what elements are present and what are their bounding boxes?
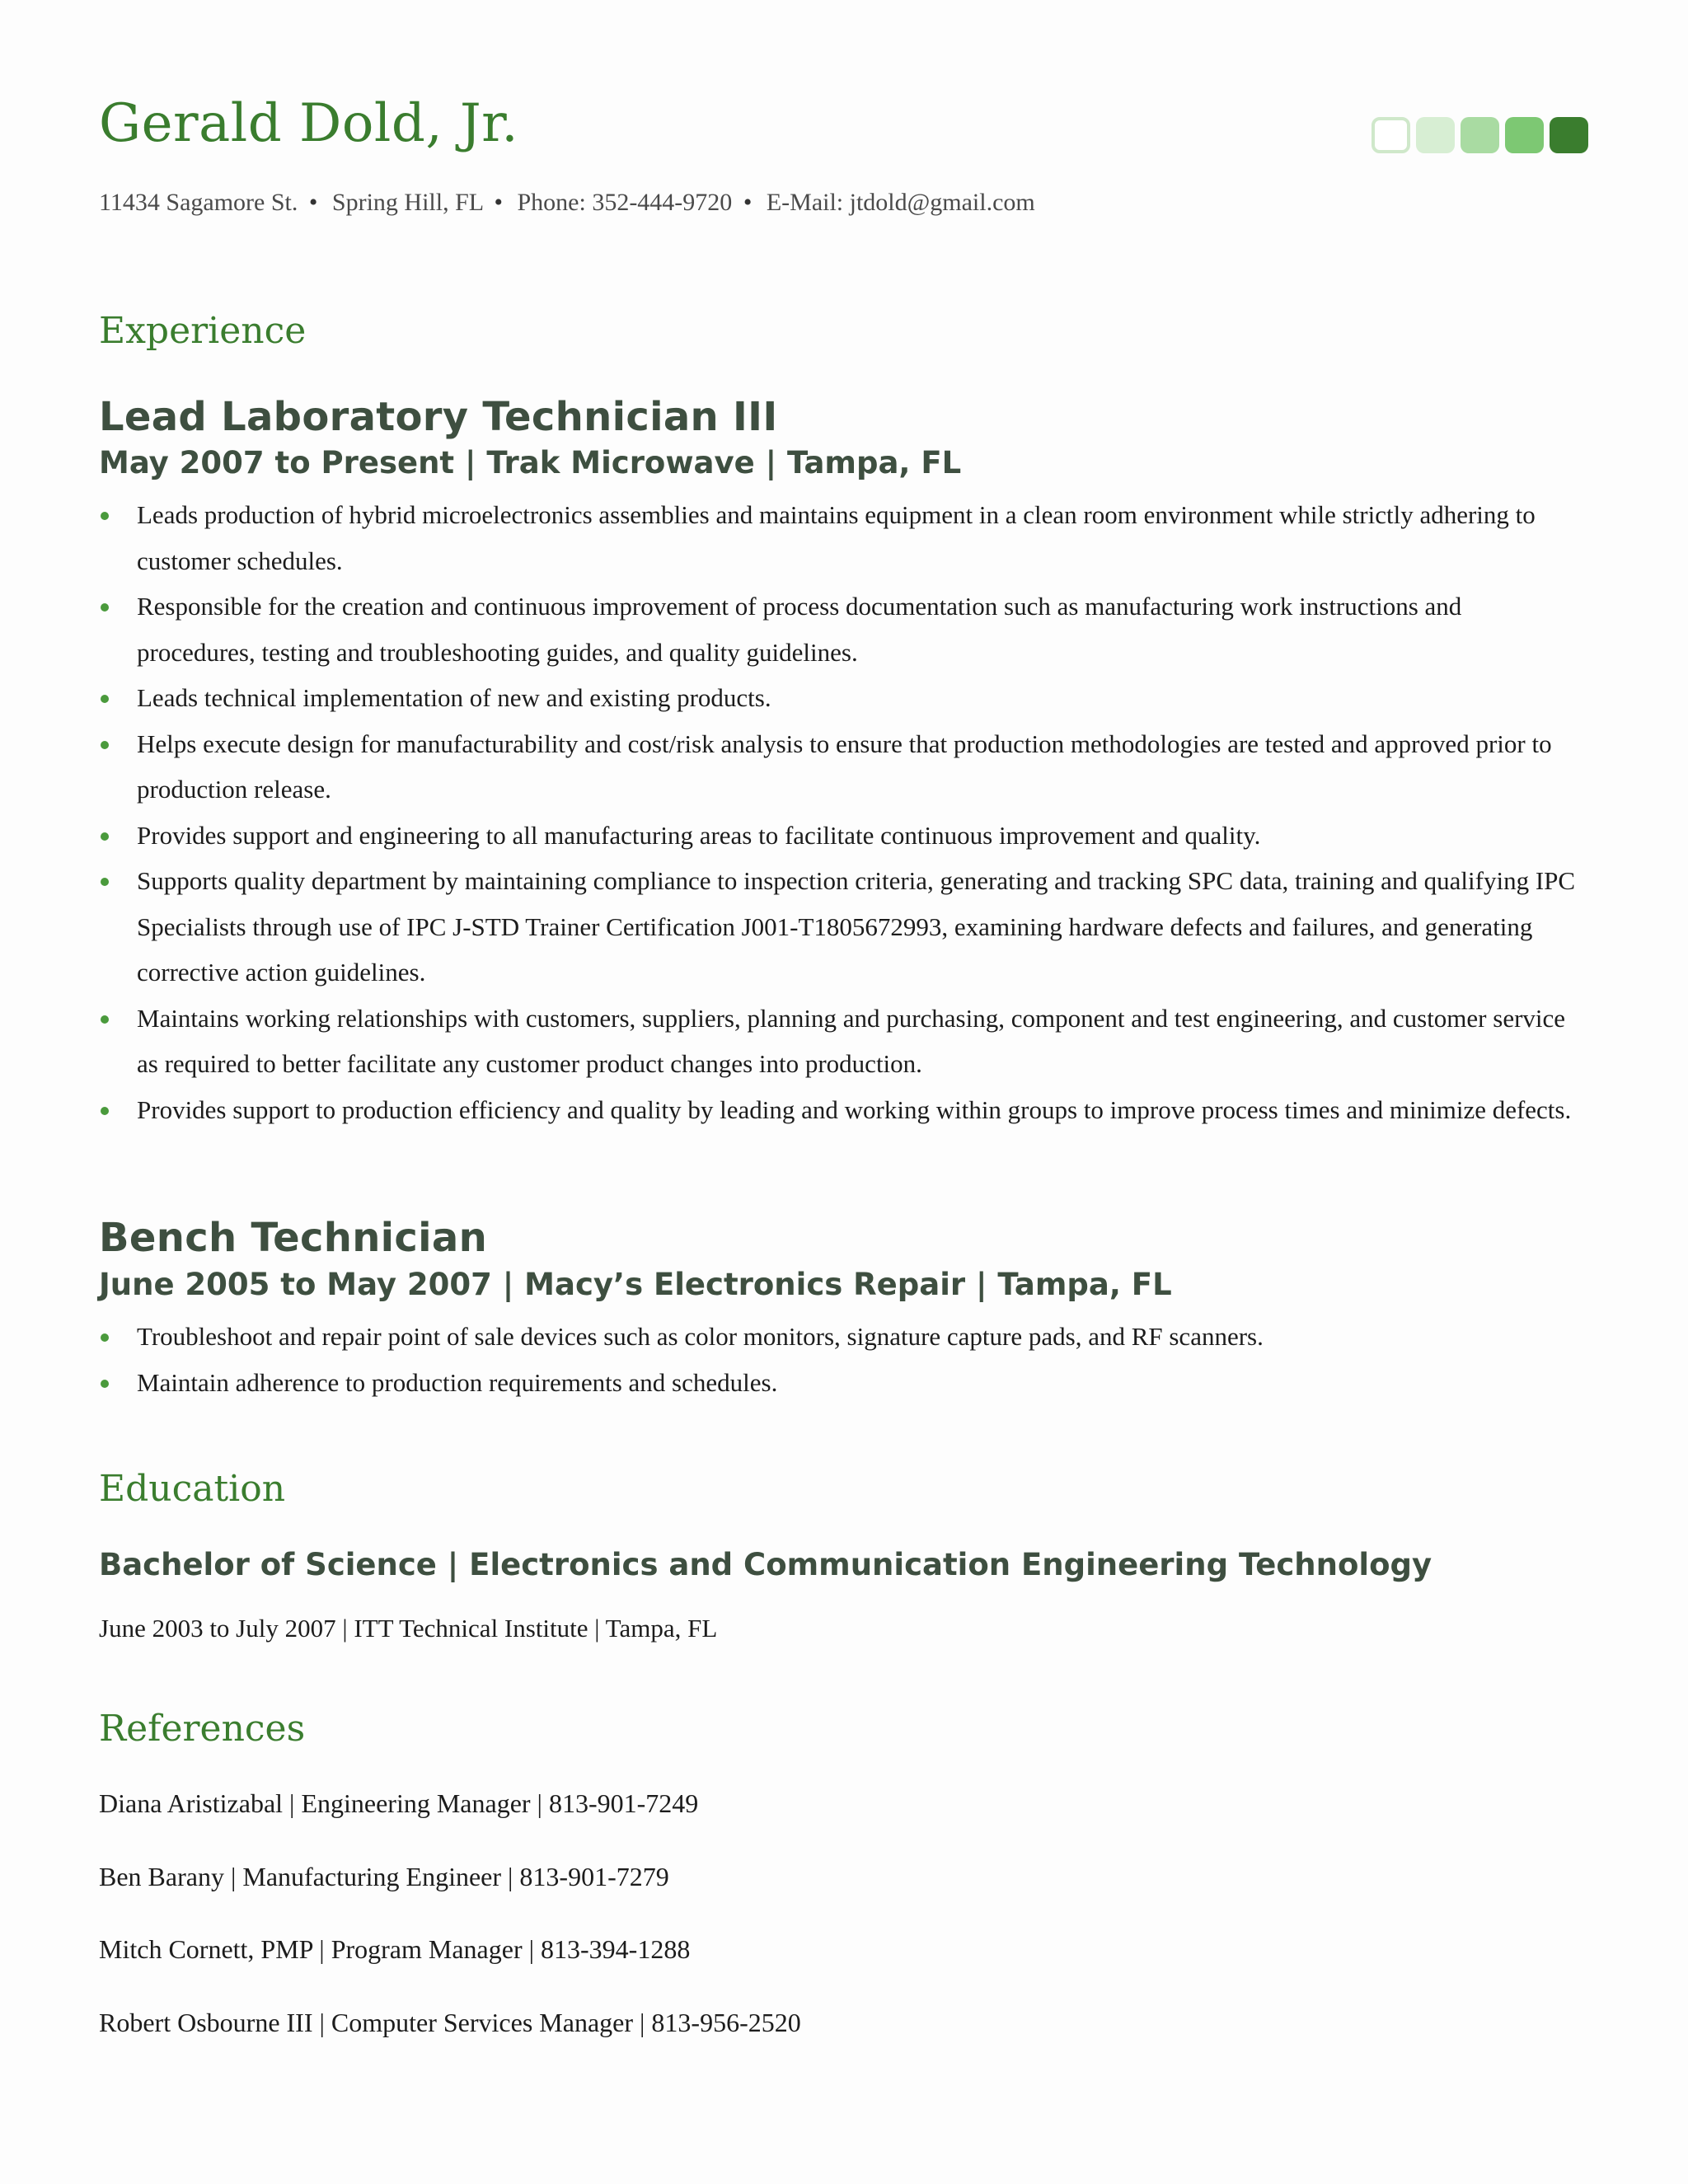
job-bullet-list — [99, 1314, 1582, 1405]
bullet-icon — [101, 1107, 109, 1115]
list-item: Maintains working relationships with customers, suppliers, planning and purchasing, component and test engineering, and customer service as required to better facilitate any customer product changes into production. — [99, 996, 1582, 1087]
bullet-icon — [101, 603, 109, 612]
contact-separator: • — [743, 189, 753, 216]
contact-phone: Phone: 352-444-9720 — [517, 189, 733, 216]
accent-square-4 — [1505, 117, 1544, 153]
contact-line — [99, 186, 1035, 219]
accent-square-2 — [1416, 117, 1455, 153]
list-item: Maintain adherence to production requirements and schedules. — [99, 1360, 1582, 1406]
list-item: Provides support to production efficiency and quality by leading and working within groups to improve process times and minimize defects. — [99, 1087, 1582, 1133]
contact-separator: • — [494, 189, 503, 216]
job-title: Lead Laboratory Technician III — [99, 394, 778, 440]
reference-item: Ben Barany | Manufacturing Engineer | 813-901-7279 — [99, 1862, 669, 1891]
degree-title: Bachelor of Science | Electronics and Communication Engineering Technology — [99, 1547, 1432, 1582]
education-details: June 2003 to July 2007 | ITT Technical Institute | Tampa, FL — [99, 1614, 718, 1643]
bullet-icon — [101, 878, 109, 886]
list-item: Troubleshoot and repair point of sale devices such as color monitors, signature capture pads, and RF scanners. — [99, 1314, 1582, 1360]
job-title: Bench Technician — [99, 1215, 488, 1261]
list-item: Responsible for the creation and continuous improvement of process documentation such as manufacturing work instructions and procedures, testing and troubleshooting guides, and quality guidelines. — [99, 583, 1582, 675]
contact-address: 11434 Sagamore St. — [99, 189, 298, 216]
list-item: Supports quality department by maintaining compliance to inspection criteria, generating and tracking SPC data, training and qualifying IPC Specialists through use of IPC J-STD Trainer Certification J001-T1805672993, examining hardware defects and failures, and generating corrective action guidelines. — [99, 858, 1582, 996]
bullet-icon — [101, 1015, 109, 1024]
experience-heading: Experience — [99, 310, 307, 352]
bullet-icon — [101, 695, 109, 703]
accent-square-5 — [1550, 117, 1588, 153]
list-item: Provides support and engineering to all manufacturing areas to facilitate continuous improvement and quality. — [99, 813, 1582, 859]
reference-item: Robert Osbourne III | Computer Services Manager | 813-956-2520 — [99, 2008, 801, 2037]
list-item: Leads production of hybrid microelectronics assemblies and maintains equipment in a clean room environment while strictly adhering to customer schedules. — [99, 492, 1582, 583]
bullet-icon — [101, 741, 109, 749]
list-item: Leads technical implementation of new and existing products. — [99, 675, 1582, 721]
contact-separator: • — [308, 189, 318, 216]
resume-name: Gerald Dold, Jr. — [99, 93, 519, 154]
education-heading: Education — [99, 1468, 286, 1510]
accent-square-1 — [1372, 117, 1410, 153]
job-meta: June 2005 to May 2007 | Macy’s Electronics Repair | Tampa, FL — [99, 1267, 1172, 1302]
references-heading: References — [99, 1708, 306, 1750]
contact-city: Spring Hill, FL — [331, 189, 483, 216]
contact-email[interactable]: E-Mail: jtdold@gmail.com — [766, 189, 1035, 216]
reference-item: Diana Aristizabal | Engineering Manager | 813-901-7249 — [99, 1788, 699, 1818]
bullet-icon — [101, 832, 109, 841]
accent-squares — [1372, 117, 1588, 153]
job-meta: May 2007 to Present | Trak Microwave | Tampa, FL — [99, 445, 962, 480]
accent-square-3 — [1461, 117, 1499, 153]
bullet-icon — [101, 1333, 109, 1342]
list-item: Helps execute design for manufacturability and cost/risk analysis to ensure that production methodologies are tested and approved prior to production release. — [99, 721, 1582, 813]
reference-item: Mitch Cornett, PMP | Program Manager | 813-394-1288 — [99, 1934, 691, 1964]
job-bullet-list — [99, 492, 1582, 1132]
bullet-icon — [101, 512, 109, 520]
bullet-icon — [101, 1380, 109, 1388]
